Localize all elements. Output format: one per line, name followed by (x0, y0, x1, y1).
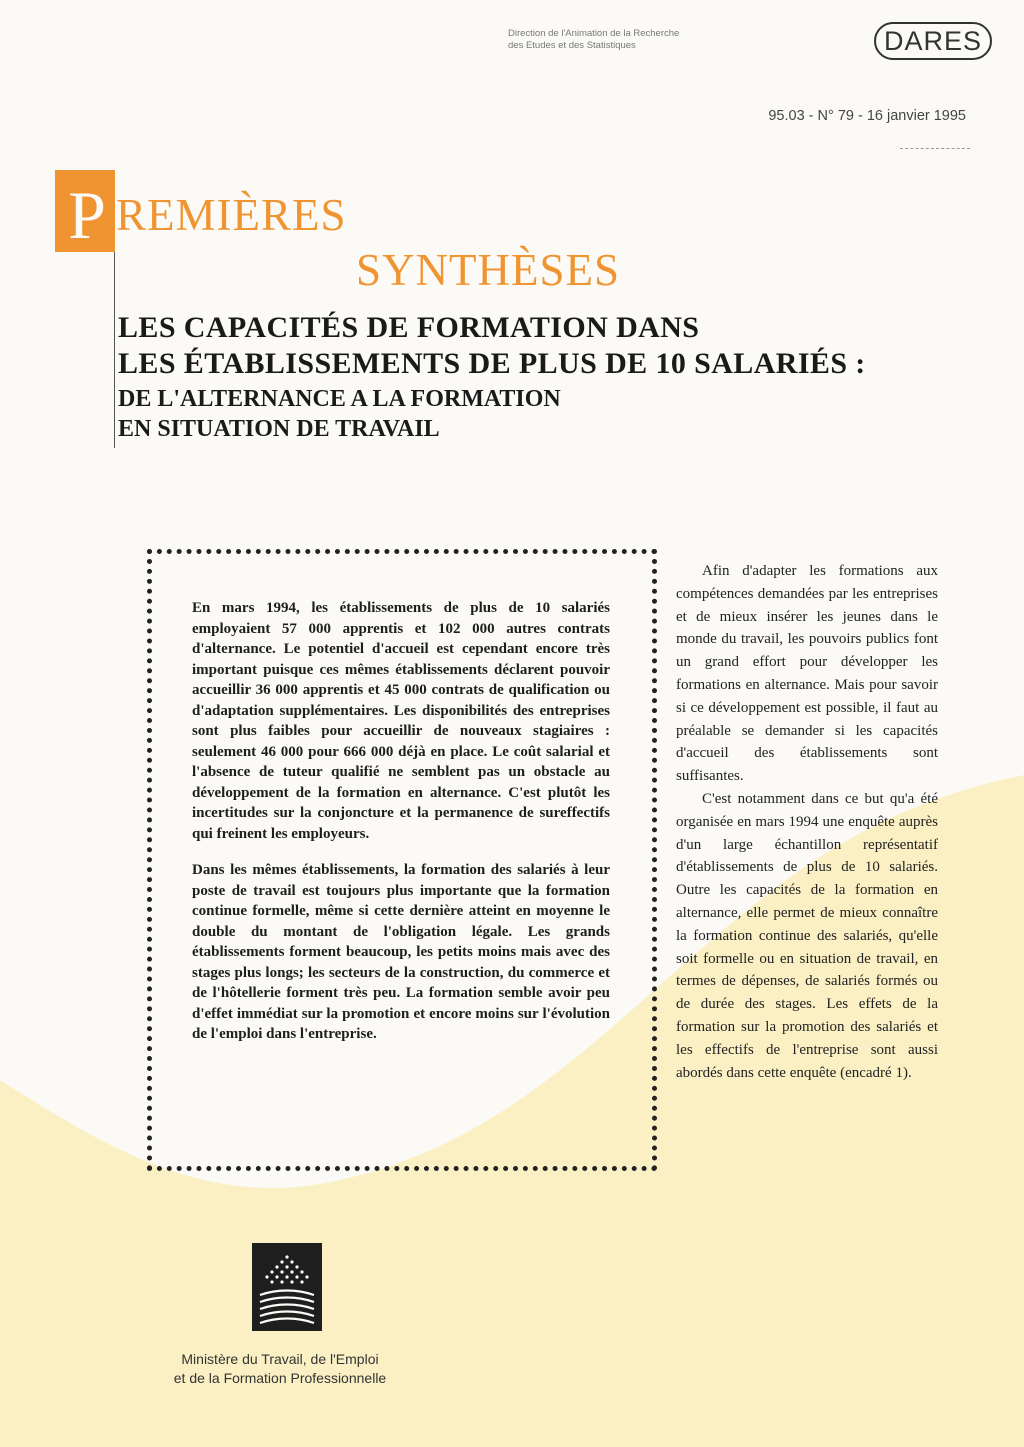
ministry-line-1: Ministère du Travail, de l'Emploi (181, 1351, 379, 1367)
title-line-1: REMIÈRES (116, 190, 347, 240)
summary-paragraph-2: Dans les mêmes établissements, la formation des salariés à leur poste de travail est toujours plus importante que la formation continue formelle, même si cette dernière atteint en moyenne le double du montant de l'obligation légale. Les grands établissements forment beaucoup, les petits moins mais avec des stages plus longs; les secteurs de la construction, du commerce et de l'hôtellerie forment très peu. La formation semble avoir peu d'effet immédiat sur la promotion et encore moins sur l'évolution de l'emploi dans l'entreprise. (192, 862, 610, 1042)
headline-line-4: EN SITUATION DE TRAVAIL (118, 416, 440, 442)
summary-box (147, 549, 657, 1171)
title-initial: P (68, 177, 106, 253)
intro-column (676, 560, 938, 1084)
article-headline (118, 310, 998, 444)
title-rule (114, 252, 115, 448)
ministry-name (150, 1350, 410, 1388)
agency-line-1: Direction de l'Animation de la Recherche (508, 28, 680, 39)
agency-name (508, 28, 768, 52)
intro-paragraph-1: Afin d'adapter les formations aux compétences demandées par les entreprises et de mieux insérer les jeunes dans le monde du travail, les pouvoirs publics font un grand effort pour développer les formations en alternance. Mais pour savoir si ce développement est possible, il faut au préalable se demander si les capacités d'accueil des établissements sont suffisantes. (676, 563, 938, 785)
intro-paragraph-2: C'est notamment dans ce but qu'a été organisée en mars 1994 une enquête auprès d'un large échantillon représentatif d'établissements de plus de 10 salariés. Outre les capacités de la formation en alternance, elle permet de mieux connaître la formation continue des salariés, qu'elle soit formelle ou en situation de travail, en termes de dépenses, de salariés formés ou de durée des stages. Les effets de la formation sur la promotion des salariés et les effectifs de l'entreprise sont aussi abordés dans cette enquête (encadré 1). (676, 790, 938, 1081)
issue-number: 95.03 - N° 79 - 16 janvier 1995 (768, 108, 966, 124)
title-line-2: SYNTHÈSES (356, 245, 621, 295)
summary-paragraph-1: En mars 1994, les établissements de plus de 10 salariés employaient 57 000 apprentis et 102 000 autres contrats d'alternance. Le potentiel d'accueil est cependant encore très important puisque ces mêmes établissements déclarent pouvoir accueillir 36 000 apprentis et 45 000 contrats de qualification ou d'adaptation supplémentaires. Les disponibilités des entreprises sont plus faibles pour accueillir de nouveaux stagiaires : seulement 46 000 pour 666 000 déjà en place. Le coût salarial et l'absence de tuteur qualifié ne semblent pas un obstacle au développement de la formation en alternance. C'est plutôt les incertitudes sur la conjoncture et la permanence de sureffectifs qui freinent les employeurs. (192, 600, 610, 842)
dares-logo: DARES (874, 22, 992, 60)
agency-line-2: des Etudes et des Statistiques (508, 40, 636, 51)
divider (900, 148, 970, 149)
ministry-emblem-icon (252, 1243, 322, 1331)
headline-line-1: LES CAPACITÉS DE FORMATION DANS (118, 311, 700, 344)
ministry-line-2: et de la Formation Professionnelle (173, 1370, 387, 1386)
headline-line-3: DE L'ALTERNANCE A LA FORMATION (118, 386, 561, 412)
headline-line-2: LES ÉTABLISSEMENTS DE PLUS DE 10 SALARIÉS : (118, 347, 866, 380)
